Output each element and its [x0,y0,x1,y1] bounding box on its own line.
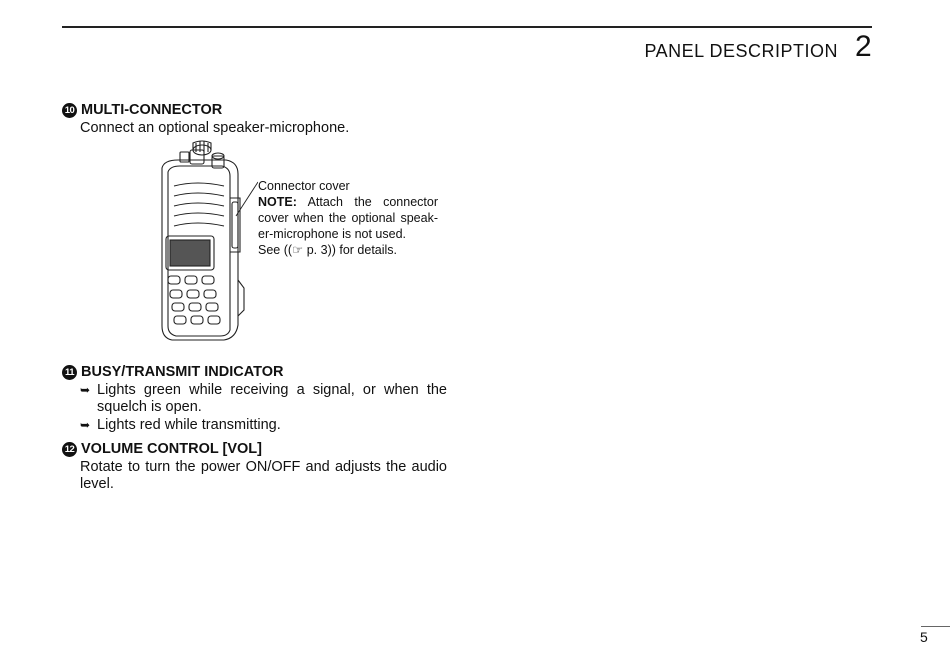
section-multi-connector [62,102,447,137]
bullet-item [62,417,447,435]
section-title: BUSY/TRANSMIT INDICATOR [81,364,284,380]
section-title: MULTI-CONNECTOR [81,102,223,118]
note-text-1: Attach the connector [307,195,438,209]
section-body-line-2: level. [80,476,114,492]
section-volume-control [62,441,447,494]
bullet-text: Lights red while transmitting. [97,416,281,433]
section-body-line-1: Rotate to turn the power ON/OFF and adjusts the audio [80,458,447,475]
arrow-bullet-icon: ➥ [80,417,91,432]
section-title: VOLUME CONTROL [VOL] [81,441,262,457]
top-rule [62,26,872,28]
note-line-4: See ((☞ p. 3)) for details. [258,243,398,257]
radio-illustration [152,140,258,345]
bullet-continuation [62,399,447,417]
bullet-text: Lights green while receiving a signal, or when the [97,381,447,398]
section-heading [62,441,447,459]
item-number-badge: 11 [62,365,77,380]
connector-cover-callout [258,178,438,258]
footer-rule [921,626,950,627]
section-busy-transmit-indicator [62,364,447,434]
item-number-badge: 10 [62,103,77,118]
item-number-badge: 12 [62,442,77,457]
bullet-item [62,382,447,400]
arrow-bullet-icon: ➥ [80,382,91,397]
page-header-title: PANEL DESCRIPTION [644,41,838,61]
section-body: Connect an optional speaker-microphone. [80,119,350,136]
bullet-text: squelch is open. [97,399,202,415]
note-line-1 [258,194,438,210]
chapter-number: 2 [855,30,872,63]
section-heading [62,102,447,120]
note-line-2: cover when the optional speak- [258,211,438,225]
note-label: NOTE: [258,195,297,209]
note-line-3: er-microphone is not used. [258,227,406,241]
callout-label: Connector cover [258,179,350,193]
page-number: 5 [920,629,928,645]
section-heading [62,364,447,382]
